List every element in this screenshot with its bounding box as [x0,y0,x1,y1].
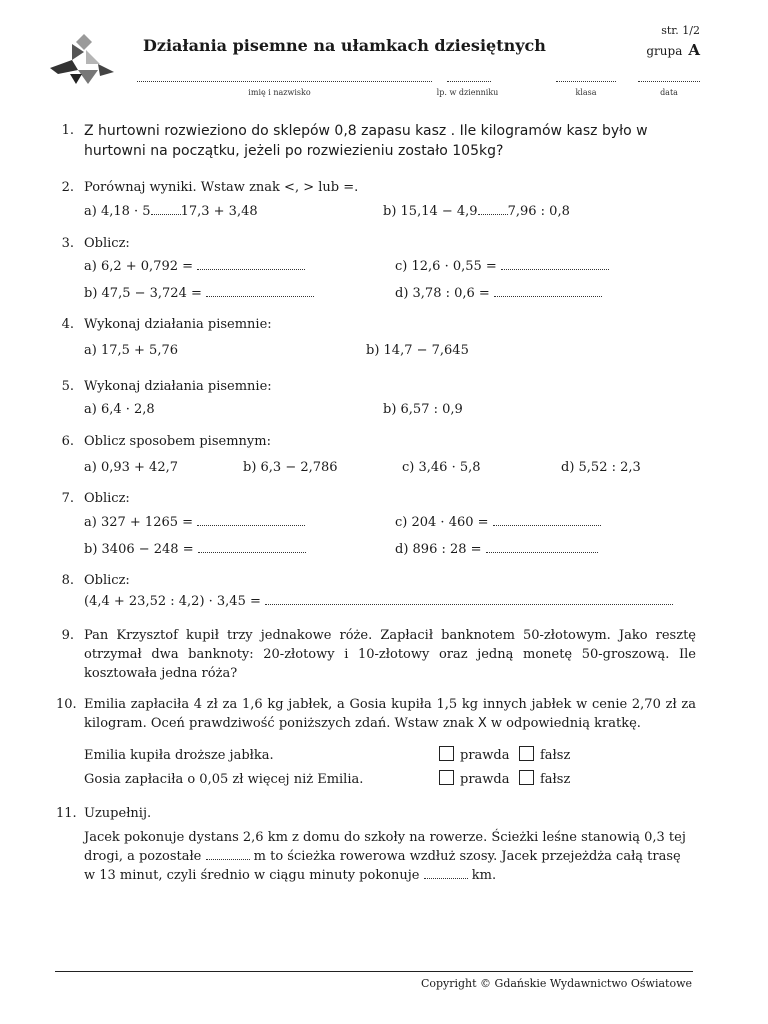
question-text: Oblicz sposobem pisemnym: [84,434,271,449]
group-label: grupa [646,44,683,58]
question-3 [56,234,696,253]
q3-part-c: c) 12,6 · 0,55 = [395,257,609,276]
question-2 [56,178,696,197]
question-number: 5. [61,379,74,394]
question-10 [56,695,696,733]
answer-blank[interactable] [494,284,602,297]
answer-blank[interactable] [265,592,673,605]
class-field[interactable] [556,75,616,82]
q2-part-b: b) 15,14 − 4,9 7,96 : 0,8 [383,204,570,219]
answer-blank[interactable] [197,257,305,270]
question-4 [56,315,696,334]
question-text: Oblicz: [84,236,130,251]
register-number-field[interactable] [447,75,491,82]
answer-blank[interactable] [198,540,306,553]
q11-line-3: w 13 minut, czyli średnio w ciągu minuty pokonuje km. [84,868,497,883]
question-8 [56,571,696,590]
question-number: 2. [61,180,74,195]
question-text: Wykonaj działania pisemnie: [84,317,272,332]
question-text: Uzupełnij. [84,806,152,821]
checkbox[interactable] [439,770,454,785]
q3-part-b: b) 47,5 − 3,724 = [84,284,314,303]
q7-part-c: c) 204 · 460 = [395,513,601,532]
footer-divider [55,971,693,972]
q7-part-b: b) 3406 − 248 = [84,540,306,559]
class-label: klasa [575,88,597,97]
answer-blank[interactable] [206,284,314,297]
register-number-label: lp. w dzienniku [436,88,499,97]
question-number: 1. [61,123,74,138]
group-indicator [646,41,700,59]
q10-s2-true-option[interactable]: prawda [439,770,510,789]
answer-blank[interactable] [493,513,601,526]
q8-expression: (4,4 + 23,52 : 4,2) · 3,45 = [84,592,673,611]
copyright: Copyright © Gdańskie Wydawnictwo Oświatowe [420,977,692,990]
question-text: Oblicz: [84,573,130,588]
q7-part-a: a) 327 + 1265 = [84,513,305,532]
q4-part-a: a) 17,5 + 5,76 [84,343,179,358]
question-11 [56,804,696,823]
name-field[interactable] [137,75,432,82]
publisher-logo-icon [48,30,118,88]
question-text: Porównaj wyniki. Wstaw znak <, > lub =. [84,180,359,195]
worksheet-title: Działania pisemne na ułamkach dziesiętnych [143,36,546,55]
answer-blank[interactable] [478,202,508,215]
q10-statement-1: Emilia kupiła droższe jabłka. [84,748,274,763]
q10-s1-false-option[interactable]: fałsz [519,746,570,765]
answer-blank[interactable] [206,847,250,860]
name-field-label: imię i nazwisko [248,88,311,97]
question-text: Z hurtowni rozwieziono do sklepów 0,8 zapasu kasz . Ile kilogramów kasz było w hurtowni na początku, jeżeli po rozwiezieniu zostało 105kg? [84,123,648,159]
answer-blank[interactable] [501,257,609,270]
q10-s2-false-option[interactable]: fałsz [519,770,570,789]
q3-part-a: a) 6,2 + 0,792 = [84,257,305,276]
question-text: Oblicz: [84,491,130,506]
date-field[interactable] [638,75,700,82]
q6-part-d: d) 5,52 : 2,3 [561,460,641,475]
checkbox[interactable] [519,746,534,761]
question-number: 11. [56,806,77,821]
answer-blank[interactable] [424,866,468,879]
q5-part-b: b) 6,57 : 0,9 [383,402,463,417]
question-text: Emilia zapłaciła 4 zł za 1,6 kg jabłek, a Gosia kupiła 1,5 kg innych jabłek w cenie 2,70 zł za kilogram. Oceń prawdziwość poniższych zdań. Wstaw znak X w odpowiednią kratkę. [84,697,696,731]
question-1 [56,121,696,161]
q3-part-d: d) 3,78 : 0,6 = [395,284,602,303]
q2-part-a: a) 4,18 · 5 17,3 + 3,48 [84,204,258,219]
question-number: 6. [61,434,74,449]
answer-blank[interactable] [197,513,305,526]
date-label: data [660,88,678,97]
question-number: 4. [61,317,74,332]
question-5 [56,377,696,396]
q4-part-b: b) 14,7 − 7,645 [366,343,469,358]
q6-part-b: b) 6,3 − 2,786 [243,460,338,475]
question-number: 7. [61,491,74,506]
question-number: 9. [61,628,74,643]
question-number: 3. [61,236,74,251]
q11-line-1: Jacek pokonuje dystans 2,6 km z domu do szkoły na rowerze. Ścieżki leśne stanowią 0,3 tej [84,830,686,845]
question-6 [56,432,696,451]
checkbox[interactable] [439,746,454,761]
question-number: 8. [61,573,74,588]
page-number: str. 1/2 [661,24,700,37]
answer-blank[interactable] [151,202,181,215]
q11-line-2: drogi, a pozostałe m to ścieżka rowerowa wzdłuż szosy. Jacek przejeżdża całą trasę [84,849,681,864]
question-9 [56,626,696,683]
answer-blank[interactable] [486,540,598,553]
question-text: Wykonaj działania pisemnie: [84,379,272,394]
q10-statement-2: Gosia zapłaciła o 0,05 zł więcej niż Emilia. [84,772,364,787]
q10-s1-true-option[interactable]: prawda [439,746,510,765]
question-number: 10. [56,697,77,712]
q6-part-a: a) 0,93 + 42,7 [84,460,179,475]
q7-part-d: d) 896 : 28 = [395,540,598,559]
group-value: A [688,41,700,59]
q6-part-c: c) 3,46 · 5,8 [402,460,481,475]
checkbox[interactable] [519,770,534,785]
question-7 [56,489,696,508]
q5-part-a: a) 6,4 · 2,8 [84,402,155,417]
question-text: Pan Krzysztof kupił trzy jednakowe róże. Zapłacił banknotem 50-złotowym. Jako resztę otrzymał dwa banknoty: 20-złotowy i 10-złotowy oraz jedną monetę 50-groszową. Ile kosztowała jedna róża? [84,628,696,681]
